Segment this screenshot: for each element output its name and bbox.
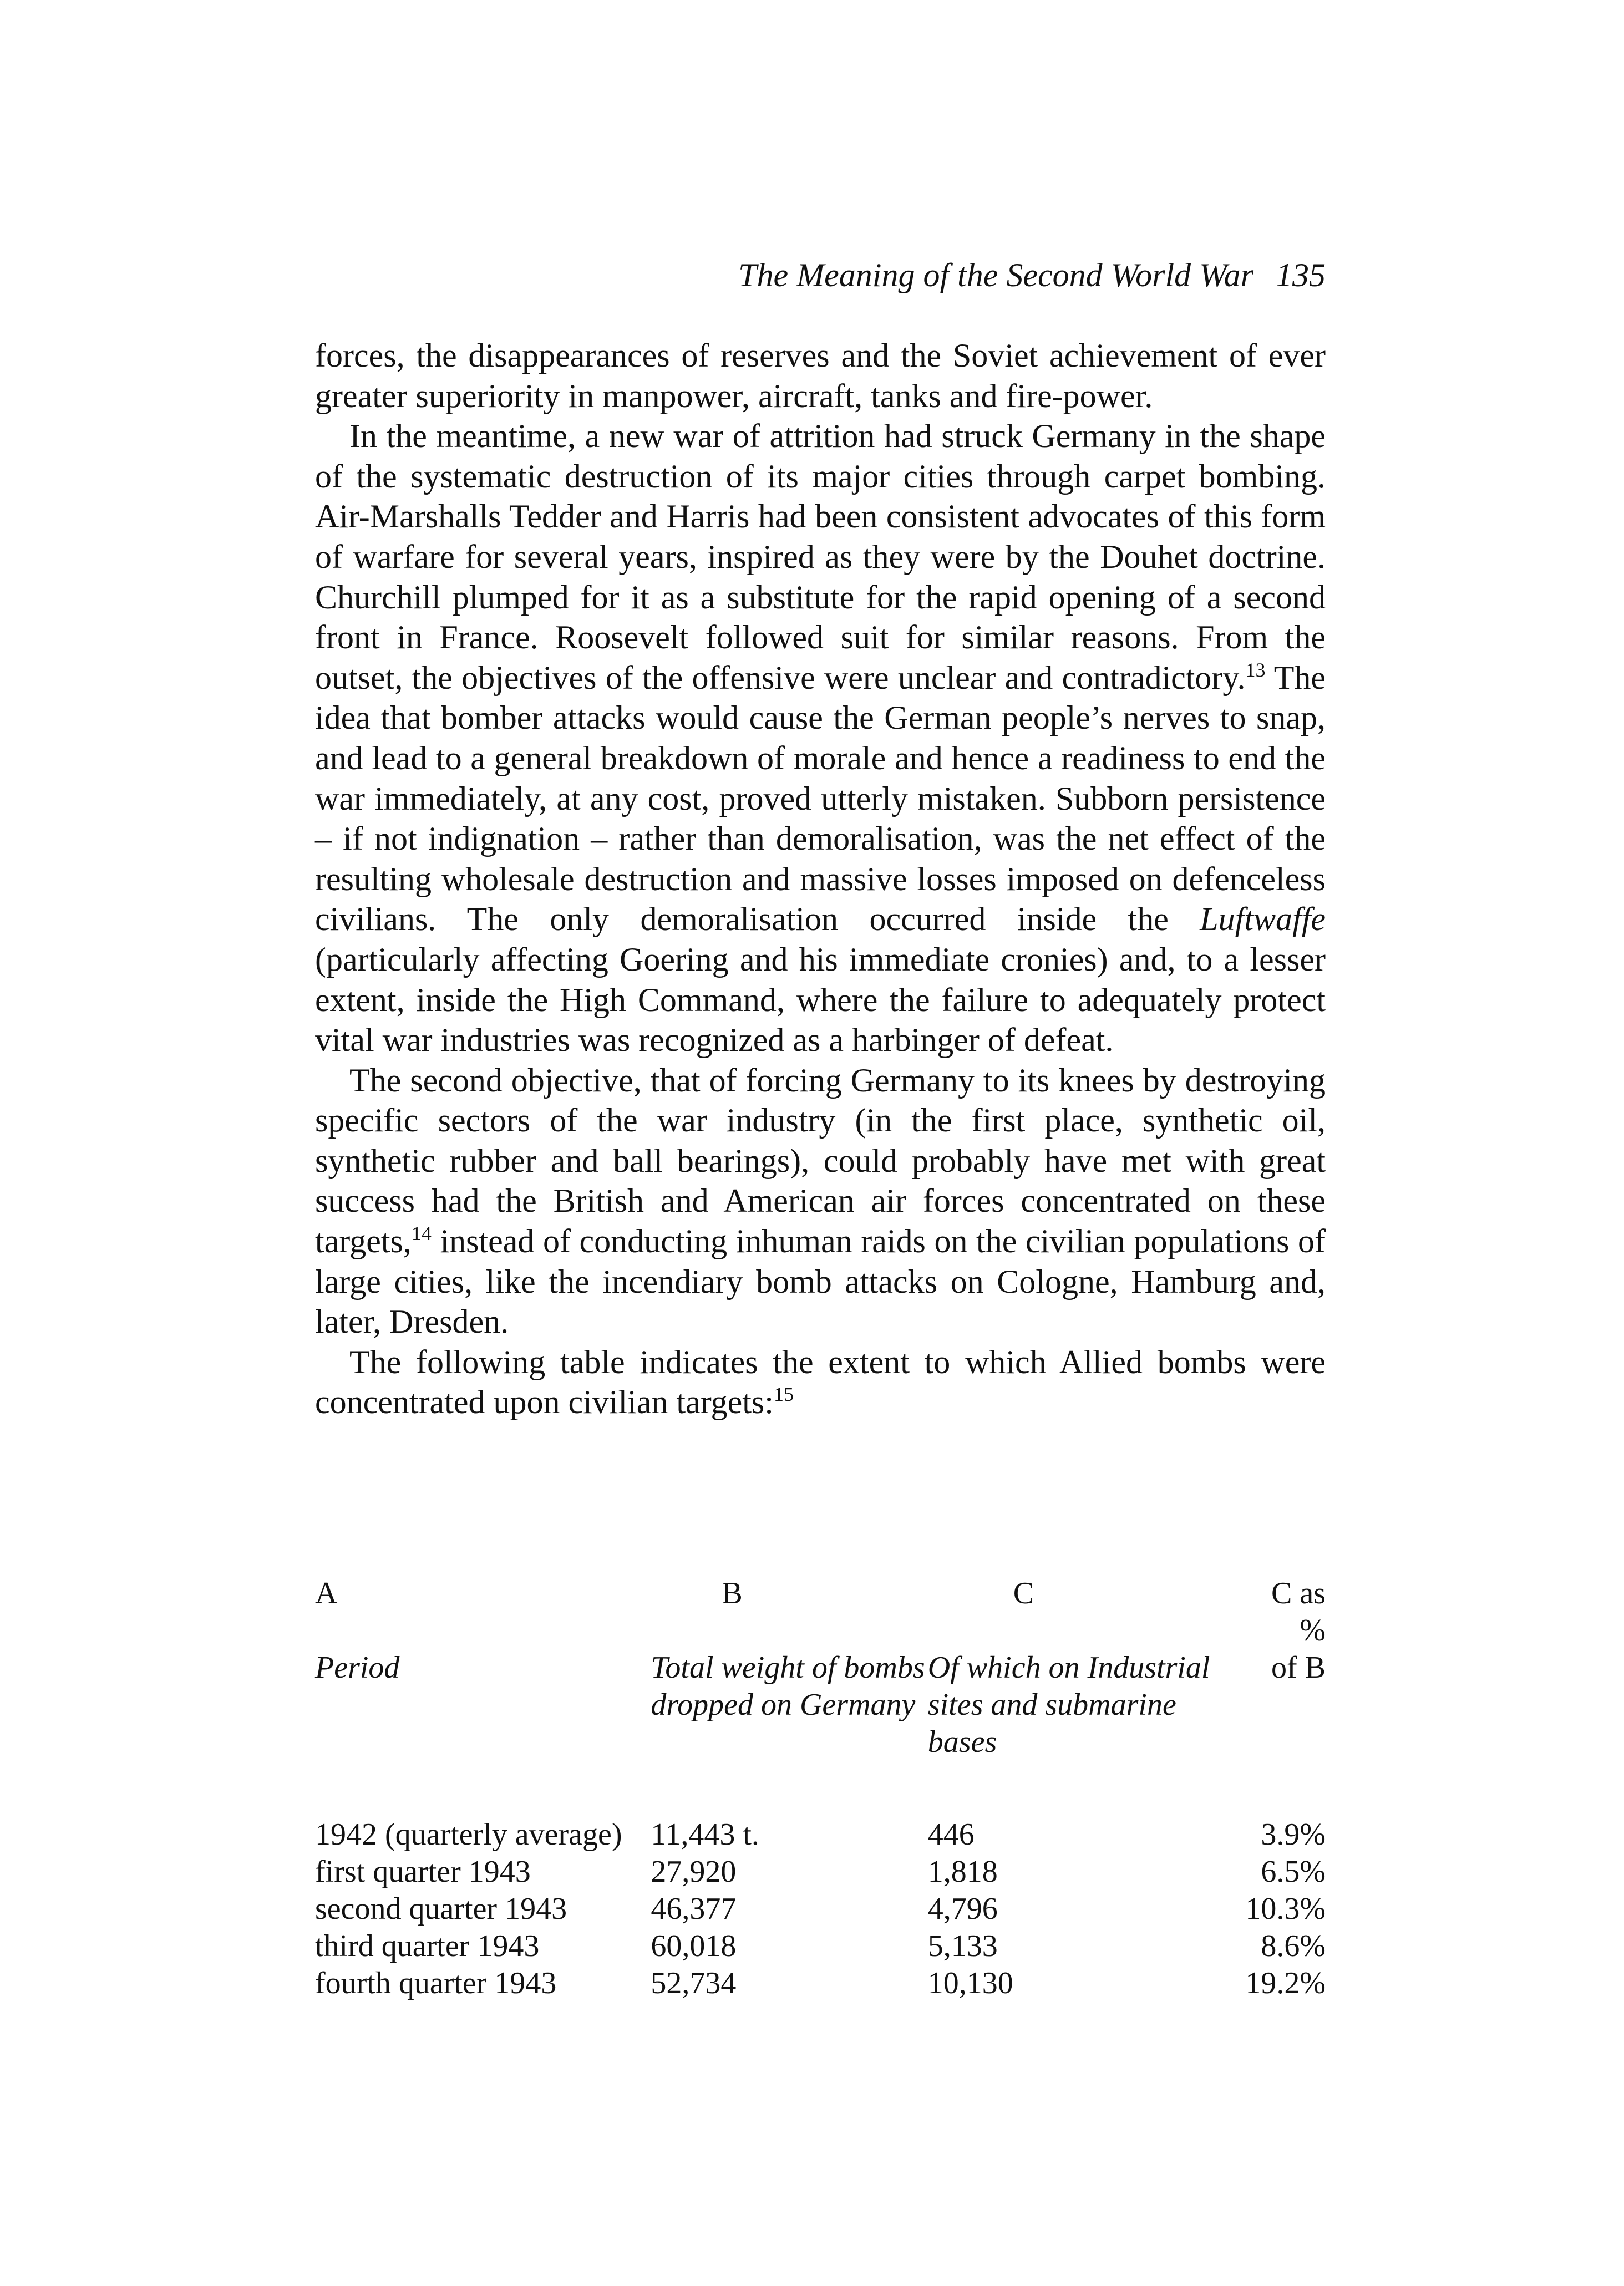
row-percent: 6.5% (1261, 1855, 1326, 1889)
body-text (315, 336, 1326, 1423)
table-row (315, 1816, 1326, 1853)
paragraph-1: forces, the disappearances of reserves and the Soviet achievement of ever greater superiority in manpower, aircraft, tanks and fire-power. (315, 337, 1326, 414)
footnote-ref-13: 13 (1245, 658, 1266, 681)
column-letter-a: A (315, 1576, 338, 1611)
column-desc-d: of B (1271, 1650, 1326, 1685)
column-desc-b: Total weight of bombs dropped on Germany (651, 1650, 925, 1722)
column-letter-c: C (1013, 1576, 1034, 1611)
row-total-weight: 46,377 (651, 1892, 737, 1926)
table-row (315, 1965, 1326, 2002)
row-period: third quarter 1943 (315, 1929, 540, 1963)
paragraph-2 (315, 416, 1326, 1060)
row-percent: 8.6% (1261, 1929, 1326, 1963)
table-row (315, 1853, 1326, 1891)
bombing-table (315, 1575, 1326, 2002)
row-percent: 3.9% (1261, 1817, 1326, 1852)
row-period: first quarter 1943 (315, 1855, 531, 1889)
footnote-ref-14: 14 (411, 1222, 432, 1245)
table-row (315, 1891, 1326, 1928)
column-desc-a: Period (315, 1650, 400, 1685)
row-period: second quarter 1943 (315, 1892, 567, 1926)
row-industrial: 5,133 (927, 1929, 998, 1963)
paragraph-3-text-b: instead of conducting inhuman raids on the civilian populations of large cities, like the incendiary bomb attacks on Cologne, Hamburg and, later, Dresden. (315, 1223, 1326, 1340)
book-page (315, 0, 1326, 2286)
column-letter-d: C as % (1271, 1576, 1326, 1648)
row-period: fourth quarter 1943 (315, 1966, 557, 2000)
running-title: The Meaning of the Second World War (738, 257, 1253, 293)
row-industrial: 446 (927, 1817, 975, 1852)
row-total-weight: 11,443 t. (651, 1817, 759, 1852)
page-number: 135 (1276, 257, 1326, 293)
paragraph-2-text-a: In the meantime, a new war of attrition had struck Germany in the shape of the systematic destruction of its major cities through carpet bombing. Air-Marshalls Tedder and Harris had been consistent advocates of this form of warfare for several years, inspired as they were by the Douhet doctrine. Churchill plumped for it as a substitute for the rapid opening of a second front in France. Roosevelt followed suit for similar reasons. From the outset, the objectives of the offensive were unclear and contradictory. (315, 418, 1326, 696)
row-total-weight: 52,734 (651, 1966, 737, 2000)
table-header-descriptions (315, 1649, 1326, 1761)
paragraph-2-text-c: (particularly affecting Goering and his immediate cronies) and, to a lesser extent, inside the High Command, where the failure to adequately protect vital war industries was recognized as a harbinger of defeat. (315, 941, 1326, 1059)
row-industrial: 4,796 (927, 1892, 998, 1926)
row-industrial: 1,818 (927, 1855, 998, 1889)
paragraph-3 (315, 1060, 1326, 1342)
running-header (738, 256, 1326, 294)
table-spacer-cell (315, 1761, 1326, 1816)
row-period: 1942 (quarterly average) (315, 1817, 622, 1852)
row-percent: 19.2% (1245, 1966, 1326, 2000)
row-total-weight: 27,920 (651, 1855, 737, 1889)
row-industrial: 10,130 (927, 1966, 1013, 2000)
paragraph-2-text-b: The idea that bomber attacks would cause the German people’s nerves to snap, and lead to a general breakdown of morale and hence a readiness to end the war immediately, at any cost, proved utterly mistaken. Subborn persistence – if not indignation – rather than demoralisation, was the net effect of the resulting wholesale destruction and massive losses imposed on defenceless civilians. The only demoralisation occurred inside the (315, 659, 1326, 938)
column-letter-b: B (722, 1576, 743, 1611)
footnote-ref-15: 15 (773, 1383, 794, 1406)
table-spacer (315, 1761, 1326, 1816)
paragraph-4 (315, 1342, 1326, 1423)
table-header-letters (315, 1575, 1326, 1649)
row-percent: 10.3% (1245, 1892, 1326, 1926)
column-desc-c: Of which on Industrial sites and submarine bases (927, 1650, 1210, 1759)
table-row (315, 1928, 1326, 1965)
row-total-weight: 60,018 (651, 1929, 737, 1963)
paragraph-4-text: The following table indicates the extent to which Allied bombs were concentrated upon civilian targets: (315, 1343, 1326, 1421)
paragraph-3-text-a: The second objective, that of forcing Germany to its knees by destroying specific sectors of the war industry (in the first place, synthetic oil, synthetic rubber and ball bearings), could probably have met with great success had the British and American air forces concentrated on these targets, (315, 1061, 1326, 1260)
luftwaffe-italic: Luftwaffe (1200, 901, 1326, 938)
